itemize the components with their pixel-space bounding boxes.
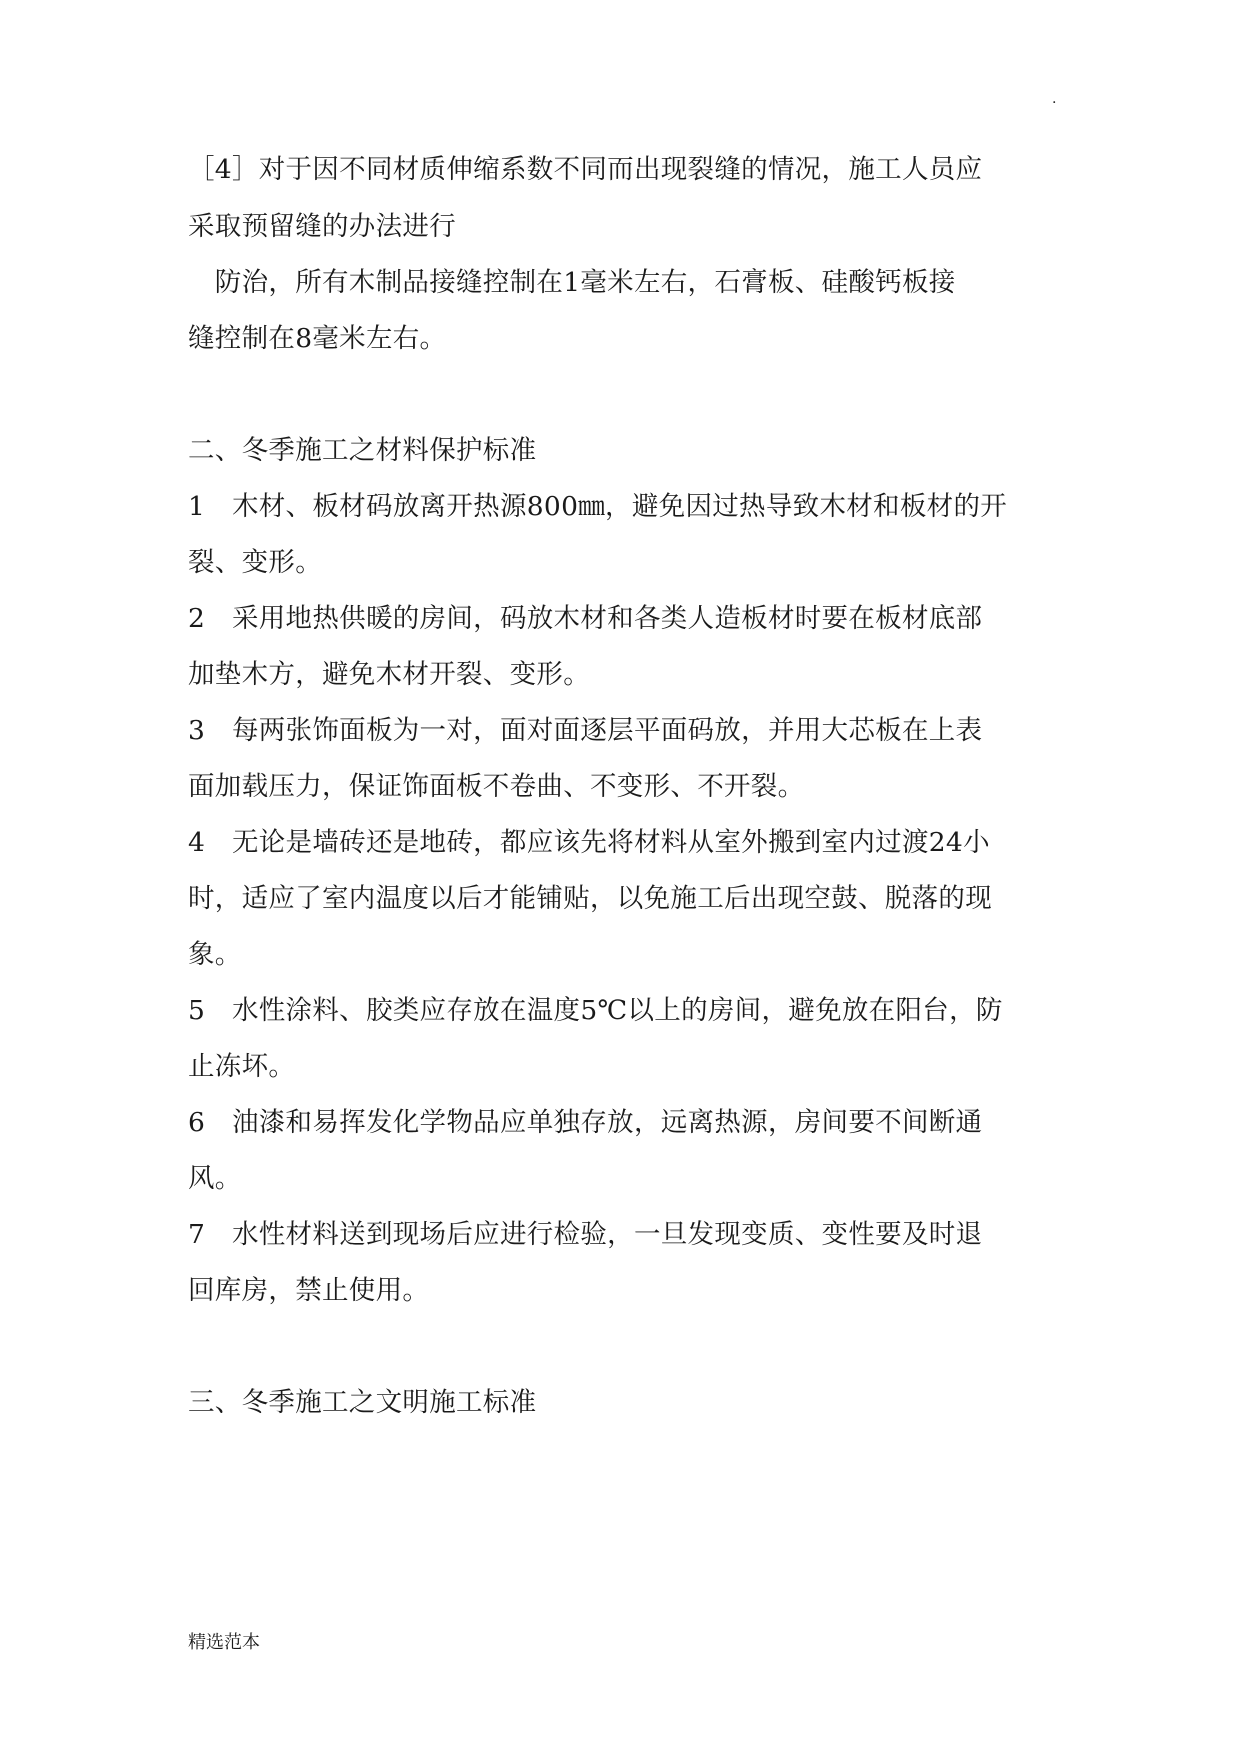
section-3-title: 三、冬季施工之文明施工标准 (188, 1387, 537, 1418)
paragraph-4-line-2: 采取预留缝的办法进行 (188, 211, 456, 242)
item-4-line-2: 时，适应了室内温度以后才能铺贴，以免施工后出现空鼓、脱落的现 (188, 883, 992, 914)
header-mark: . (1052, 91, 1057, 107)
item-1-line-1: 1 木材、板材码放离开热源800㎜，避免因过热导致木材和板材的开 (188, 491, 1008, 522)
paragraph-4-line-4: 缝控制在8毫米左右。 (188, 323, 447, 354)
item-2-line-1: 2 采用地热供暖的房间，码放木材和各类人造板材时要在板材底部 (188, 603, 983, 634)
paragraph-4-line-1: ［4］对于因不同材质伸缩系数不同而出现裂缝的情况，施工人员应 (188, 154, 983, 185)
item-3-line-1: 3 每两张饰面板为一对，面对面逐层平面码放，并用大芯板在上表 (188, 715, 983, 746)
item-5-line-1: 5 水性涂料、胶类应存放在温度5℃以上的房间，避免放在阳台，防 (188, 995, 1003, 1026)
item-3-line-2: 面加载压力，保证饰面板不卷曲、不变形、不开裂。 (188, 771, 805, 802)
item-7-line-2: 回库房，禁止使用。 (188, 1275, 430, 1306)
item-6-line-1: 6 油漆和易挥发化学物品应单独存放，远离热源，房间要不间断通 (188, 1107, 983, 1138)
footer-label: 精选范本 (188, 1632, 260, 1653)
item-7-line-1: 7 水性材料送到现场后应进行检验，一旦发现变质、变性要及时退 (188, 1219, 983, 1250)
item-2-line-2: 加垫木方，避免木材开裂、变形。 (188, 659, 590, 690)
item-4-line-1: 4 无论是墙砖还是地砖，都应该先将材料从室外搬到室内过渡24小 (188, 827, 990, 858)
item-6-line-2: 风。 (188, 1163, 242, 1194)
item-1-line-2: 裂、变形。 (188, 547, 322, 578)
paragraph-4-line-3: 防治，所有木制品接缝控制在1毫米左右，石膏板、硅酸钙板接 (188, 267, 956, 298)
item-5-line-2: 止冻坏。 (188, 1051, 296, 1082)
section-2-title: 二、冬季施工之材料保护标准 (188, 435, 537, 466)
item-4-line-3: 象。 (188, 939, 242, 970)
